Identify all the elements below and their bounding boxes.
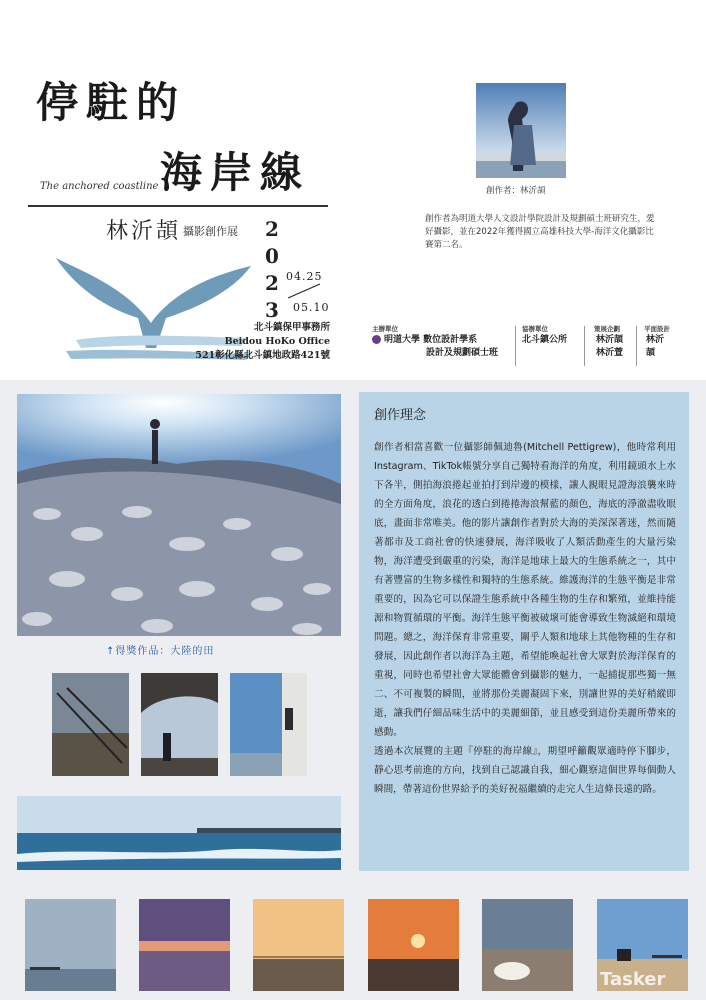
creator-caption: 創作者：林沂頡 <box>486 186 546 196</box>
gallery-photo-balcony <box>230 673 307 776</box>
organizer-value: 林沂頡 <box>646 335 665 358</box>
award-caption: ↑得獎作品：大陸的田 <box>106 646 215 657</box>
creator-bio: 創作者為明道大學人文設計學院設計及規劃碩士班研究生，愛好攝影，並在2022年獲得國立高雄科技大學-海洋文化攝影比賽第二名。 <box>425 214 655 250</box>
year-digit: 0 <box>265 244 279 268</box>
date-end: 05.10 <box>293 301 330 314</box>
bottom-photo-1 <box>25 899 116 991</box>
wave-panorama-photo <box>17 796 341 870</box>
venue-block <box>160 321 330 363</box>
gallery-photo-cave <box>141 673 218 776</box>
year-digit: 2 <box>265 271 279 295</box>
organizer-label: 協辦單位 <box>522 325 548 333</box>
title-divider <box>28 205 328 207</box>
date-divider-slash <box>284 282 324 300</box>
bottom-photo-5 <box>482 899 573 991</box>
organizers-bar <box>372 324 672 370</box>
concept-panel <box>359 392 689 871</box>
mingdao-logo-icon <box>372 335 381 344</box>
year-digit: 3 <box>265 298 279 322</box>
award-photo <box>17 394 341 636</box>
exhibition-subtitle-en: The anchored coastline <box>40 181 159 192</box>
bottom-photo-4 <box>368 899 459 991</box>
venue-name-en: Beidou HoKo Office <box>224 336 330 347</box>
organizer-label: 主辦單位 <box>372 325 398 333</box>
organizer-value: 北斗鎮公所 <box>522 335 568 345</box>
concept-heading: 創作理念 <box>374 408 427 423</box>
bottom-photo-3 <box>253 899 344 991</box>
author-name: 林沂頡 <box>106 219 182 244</box>
year-digit: 2 <box>265 217 279 241</box>
watermark: Tasker <box>600 969 666 990</box>
bottom-photo-2 <box>139 899 230 991</box>
organizer-value: 明道大學 數位設計學系 設計及規劃碩士班 <box>384 335 499 358</box>
exhibition-title-line1: 停駐的 <box>36 78 187 127</box>
organizer-value: 林沂頡 林沂萱 <box>596 335 624 358</box>
organizer-label: 平面設計 <box>644 325 670 333</box>
concept-body: 創作者相當喜歡一位攝影師佩迪魯(Mitchell Pettigrew)，他時常利用 Instagram、TikTok帳號分享自己獨特看海洋的角度，利用鏡頭水上水下各半，側拍海浪捲起並拍打到岸邊的模樣，讓人親眼見證海浪襲來時的全方面角度，浪花的透白到捲捲海浪幫藍的顏色，海底的淨澈盡收眼底，畫面非常唯美。他的影片讓創作者對於大海的美深深著迷，然而隨著都市及工商社會的快速發展，海洋吸收了人類活動產生的大量污染物，海洋遭受到嚴重的污染，海洋是地球上最大的生態系統之一，其中有著豐富的生物多樣性和獨特的生態系統。維護海洋的生態平衡是非常重要的，因為它可以保證生態系統中各種生物的生存和繁殖，並維持能源和物質循環的平衡。海洋生態平衡被破壞可能會導致生物滅絕和環境問題。總之，海洋保育非常重要，關乎人類和地球上其他物種的生存和發展，因此創作者以海洋為主題，希望能喚起社會大眾對於海洋保育的重視，同時也希望社會大眾能體會到攝影的魅力，一起捕捉那些獨一無二、不可複製的瞬間，並將那份美麗凝固下來，別讓世界的美好稍縱即逝，讓我們仔細品味生活中的美麗細節，並且感受到這份美麗所帶來的感動。 透過本次展覽的主題『停駐的海岸線』，期望呼籲觀眾適時停下腳步，靜心思考前進的方向，找到自己認識自我，細心觀察這個世界每個動人瞬間，帶著這份世界給予的美好祝福繼續的走完人生這條長遠的路。 <box>374 442 676 795</box>
year-column <box>265 216 283 324</box>
exhibition-title-line2: 海岸線 <box>160 148 311 197</box>
venue-address: 521彰化縣北斗鎮地政路421號 <box>195 350 330 361</box>
exhibit-label: 攝影創作展 <box>183 225 238 238</box>
creator-portrait <box>476 83 566 178</box>
organizer-divider <box>515 326 516 366</box>
organizer-divider <box>584 326 585 366</box>
organizer-label: 策展企劃 <box>594 325 620 333</box>
gallery-photo-rails <box>52 673 129 776</box>
organizer-divider <box>636 326 637 366</box>
venue-name: 北斗鎮保甲事務所 <box>253 322 330 333</box>
date-start: 04.25 <box>286 270 323 283</box>
